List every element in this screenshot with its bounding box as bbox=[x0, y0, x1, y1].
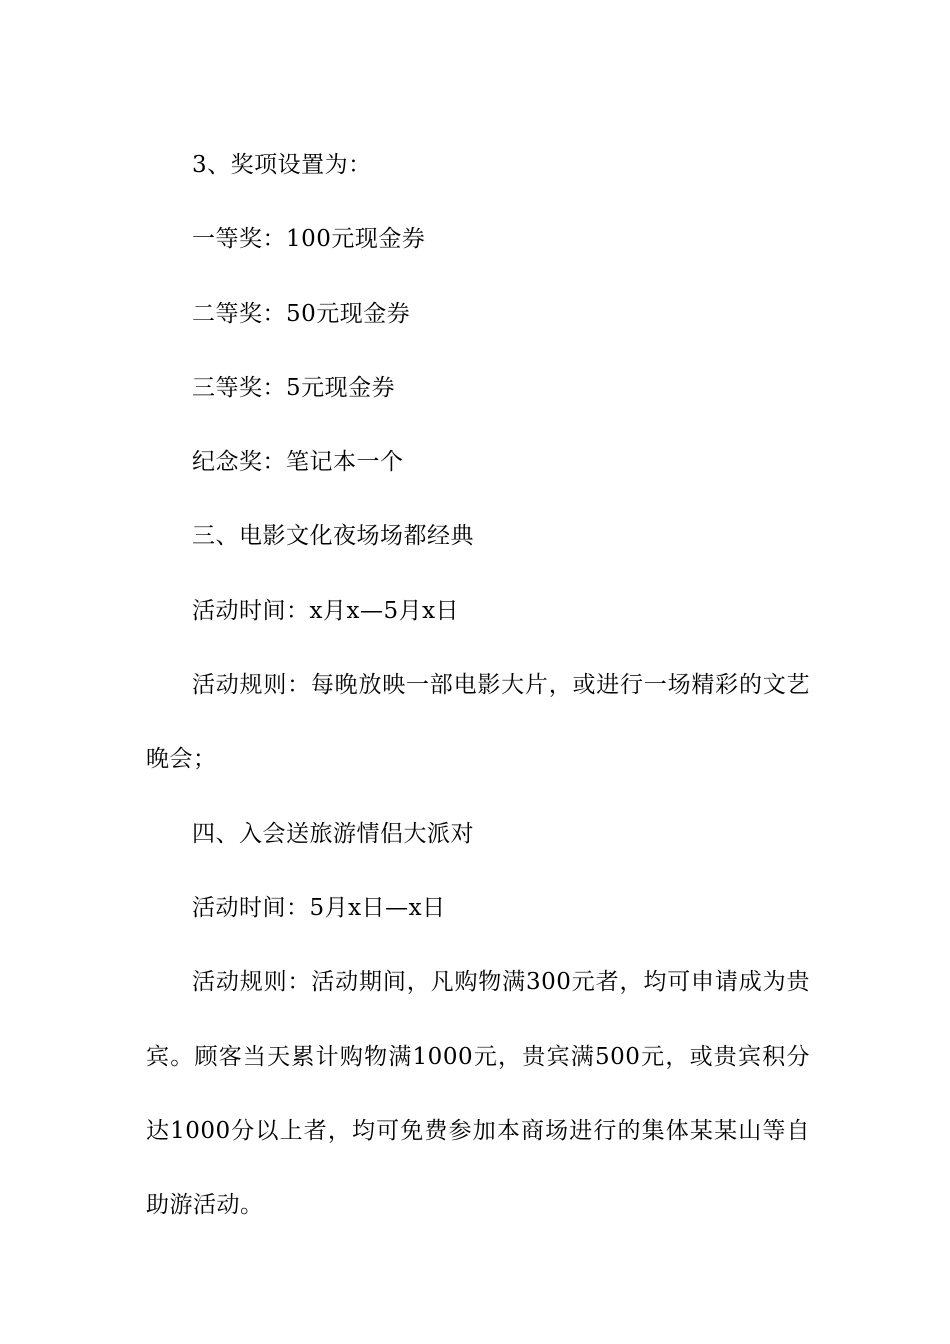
section-four-rules: 活动规则：活动期间，凡购物满300元者，均可申请成为贵宾。顾客当天累计购物满1000元，贵宾满500元，或贵宾积分达1000分以上者，均可免费参加本商场进行的集体某某山等自助游活动。 bbox=[146, 969, 810, 1219]
section-four-heading: 四、入会送旅游情侣大派对 bbox=[192, 820, 474, 847]
third-prize-line: 三等奖：5元现金券 bbox=[192, 374, 396, 401]
prize-settings-heading: 3、奖项设置为： bbox=[192, 152, 372, 178]
first-prize-line: 一等奖：100元现金券 bbox=[192, 226, 426, 253]
section-three-heading: 三、电影文化夜场场都经典 bbox=[192, 523, 474, 550]
section-three-time: 活动时间：x月x—5月x日 bbox=[192, 597, 460, 624]
section-four-time: 活动时间：5月x日—x日 bbox=[192, 894, 446, 921]
souvenir-prize-line: 纪念奖：笔记本一个 bbox=[192, 449, 404, 476]
document-body bbox=[146, 128, 810, 1242]
section-three-rules: 活动规则：每晚放映一部电影大片，或进行一场精彩的文艺晚会； bbox=[146, 672, 810, 773]
second-prize-line: 二等奖：50元现金券 bbox=[192, 300, 411, 327]
